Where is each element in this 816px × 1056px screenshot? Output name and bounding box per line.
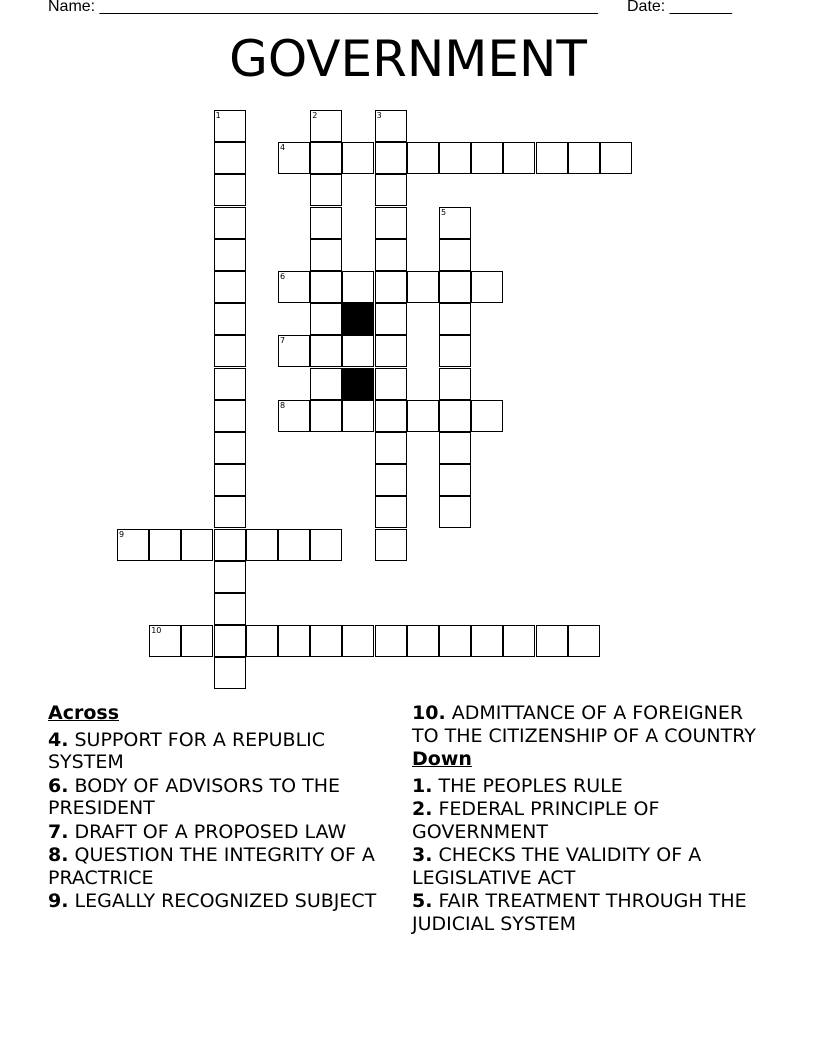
answer-cell[interactable] — [471, 271, 503, 303]
answer-cell[interactable] — [310, 142, 342, 174]
date-field-label: Date: _______ — [627, 0, 732, 15]
answer-cell[interactable] — [278, 529, 310, 561]
numbered-cell-6[interactable] — [278, 271, 310, 303]
answer-cell[interactable] — [471, 400, 503, 432]
answer-cell[interactable] — [149, 529, 181, 561]
numbered-cell-3[interactable] — [375, 110, 407, 142]
answer-cell[interactable] — [310, 335, 342, 367]
clue-across-6: 6. BODY OF ADVISORS TO THE PRESIDENT — [48, 774, 341, 819]
down-heading: Down — [412, 748, 472, 770]
answer-cell[interactable] — [181, 625, 213, 657]
clue-number: 6 — [280, 272, 286, 281]
answer-cell[interactable] — [568, 142, 600, 174]
answer-cell[interactable] — [439, 142, 471, 174]
answer-cell[interactable] — [536, 625, 568, 657]
answer-cell[interactable] — [342, 142, 374, 174]
answer-cell[interactable] — [214, 432, 246, 464]
clue-across-4: 4. SUPPORT FOR A REPUBLIC SYSTEM — [48, 728, 326, 773]
clue-number: 5 — [441, 207, 447, 217]
answer-cell[interactable] — [503, 142, 535, 174]
answer-cell[interactable] — [310, 303, 342, 335]
numbered-cell-1[interactable] — [214, 110, 246, 142]
answer-cell[interactable] — [375, 335, 407, 367]
answer-cell[interactable] — [214, 368, 246, 400]
answer-cell[interactable] — [439, 303, 471, 335]
answer-cell[interactable] — [214, 625, 246, 657]
clue-number: 10 — [151, 626, 162, 636]
answer-cell[interactable] — [375, 303, 407, 335]
answer-cell[interactable] — [310, 271, 342, 303]
answer-cell[interactable] — [471, 142, 503, 174]
answer-cell[interactable] — [375, 239, 407, 271]
numbered-cell-5[interactable] — [439, 207, 471, 239]
clue-across-10: 10. ADMITTANCE OF A FOREIGNER TO THE CITIZENSHIP OF A COUNTRY — [412, 702, 756, 747]
answer-cell[interactable] — [439, 239, 471, 271]
numbered-cell-8[interactable] — [278, 400, 310, 432]
clue-number: 9 — [119, 529, 125, 539]
answer-cell[interactable] — [214, 303, 246, 335]
answer-cell[interactable] — [375, 529, 407, 561]
clue-number: 3 — [376, 111, 382, 120]
answer-cell[interactable] — [439, 432, 471, 464]
answer-cell[interactable] — [439, 496, 471, 528]
answer-cell[interactable] — [214, 271, 246, 303]
answer-cell[interactable] — [375, 400, 407, 432]
answer-cell[interactable] — [246, 625, 278, 657]
clue-number: 1 — [215, 111, 221, 120]
answer-cell[interactable] — [600, 142, 632, 174]
across-clues — [48, 702, 388, 914]
black-cell — [342, 303, 374, 335]
clue-number: 8 — [280, 400, 286, 410]
clue-down-3: 3. CHECKS THE VALIDITY OF A LEGISLATIVE ACT — [412, 844, 702, 889]
answer-cell[interactable] — [310, 368, 342, 400]
answer-cell[interactable] — [407, 400, 439, 432]
clue-number: 2 — [312, 111, 318, 120]
black-cell — [342, 368, 374, 400]
clue-number: 7 — [280, 336, 286, 346]
answer-cell[interactable] — [536, 142, 568, 174]
answer-cell[interactable] — [375, 207, 407, 239]
answer-cell[interactable] — [375, 432, 407, 464]
answer-cell[interactable] — [214, 529, 246, 561]
answer-cell[interactable] — [310, 239, 342, 271]
answer-cell[interactable] — [407, 271, 439, 303]
answer-cell[interactable] — [503, 625, 535, 657]
numbered-cell-10[interactable] — [149, 625, 181, 657]
answer-cell[interactable] — [214, 657, 246, 689]
answer-cell[interactable] — [375, 174, 407, 206]
answer-cell[interactable] — [214, 496, 246, 528]
answer-cell[interactable] — [375, 625, 407, 657]
answer-cell[interactable] — [342, 400, 374, 432]
answer-cell[interactable] — [375, 368, 407, 400]
answer-cell[interactable] — [439, 335, 471, 367]
answer-cell[interactable] — [214, 142, 246, 174]
answer-cell[interactable] — [214, 561, 246, 593]
numbered-cell-9[interactable] — [117, 529, 149, 561]
answer-cell[interactable] — [439, 271, 471, 303]
answer-cell[interactable] — [278, 625, 310, 657]
answer-cell[interactable] — [310, 625, 342, 657]
answer-cell[interactable] — [342, 335, 374, 367]
numbered-cell-4[interactable] — [278, 142, 310, 174]
answer-cell[interactable] — [214, 464, 246, 496]
numbered-cell-7[interactable] — [278, 335, 310, 367]
answer-cell[interactable] — [181, 529, 213, 561]
answer-cell[interactable] — [310, 207, 342, 239]
answer-cell[interactable] — [439, 368, 471, 400]
answer-cell[interactable] — [310, 174, 342, 206]
numbered-cell-2[interactable] — [310, 110, 342, 142]
answer-cell[interactable] — [214, 593, 246, 625]
clue-down-2: 2. FEDERAL PRINCIPLE OF GOVERNMENT — [412, 798, 660, 843]
name-field-label: Name: ________________________________________________________ — [48, 0, 598, 15]
answer-cell[interactable] — [214, 174, 246, 206]
across-heading: Across — [48, 702, 120, 724]
right-clue-column — [412, 702, 772, 936]
answer-cell[interactable] — [342, 625, 374, 657]
answer-cell[interactable] — [439, 400, 471, 432]
clue-across-9: 9. LEGALLY RECOGNIZED SUBJECT — [48, 890, 377, 912]
page-title: GOVERNMENT — [229, 30, 587, 88]
clue-across-8: 8. QUESTION THE INTEGRITY OF A PRACTRICE — [48, 844, 375, 889]
answer-cell[interactable] — [375, 271, 407, 303]
answer-cell[interactable] — [342, 271, 374, 303]
answer-cell[interactable] — [214, 207, 246, 239]
answer-cell[interactable] — [375, 464, 407, 496]
clue-down-1: 1. THE PEOPLES RULE — [412, 774, 623, 797]
answer-cell[interactable] — [471, 625, 503, 657]
answer-cell[interactable] — [246, 529, 278, 561]
clue-across-7: 7. DRAFT OF A PROPOSED LAW — [48, 820, 347, 843]
answer-cell[interactable] — [214, 335, 246, 367]
answer-cell[interactable] — [439, 625, 471, 657]
answer-cell[interactable] — [407, 142, 439, 174]
answer-cell[interactable] — [214, 400, 246, 432]
answer-cell[interactable] — [375, 496, 407, 528]
answer-cell[interactable] — [214, 239, 246, 271]
answer-cell[interactable] — [310, 400, 342, 432]
answer-cell[interactable] — [439, 464, 471, 496]
answer-cell[interactable] — [375, 142, 407, 174]
clue-number: 4 — [280, 143, 286, 153]
clue-down-5: 5. FAIR TREATMENT THROUGH THE JUDICIAL SYSTEM — [412, 890, 747, 935]
answer-cell[interactable] — [310, 529, 342, 561]
answer-cell[interactable] — [407, 625, 439, 657]
answer-cell[interactable] — [568, 625, 600, 657]
